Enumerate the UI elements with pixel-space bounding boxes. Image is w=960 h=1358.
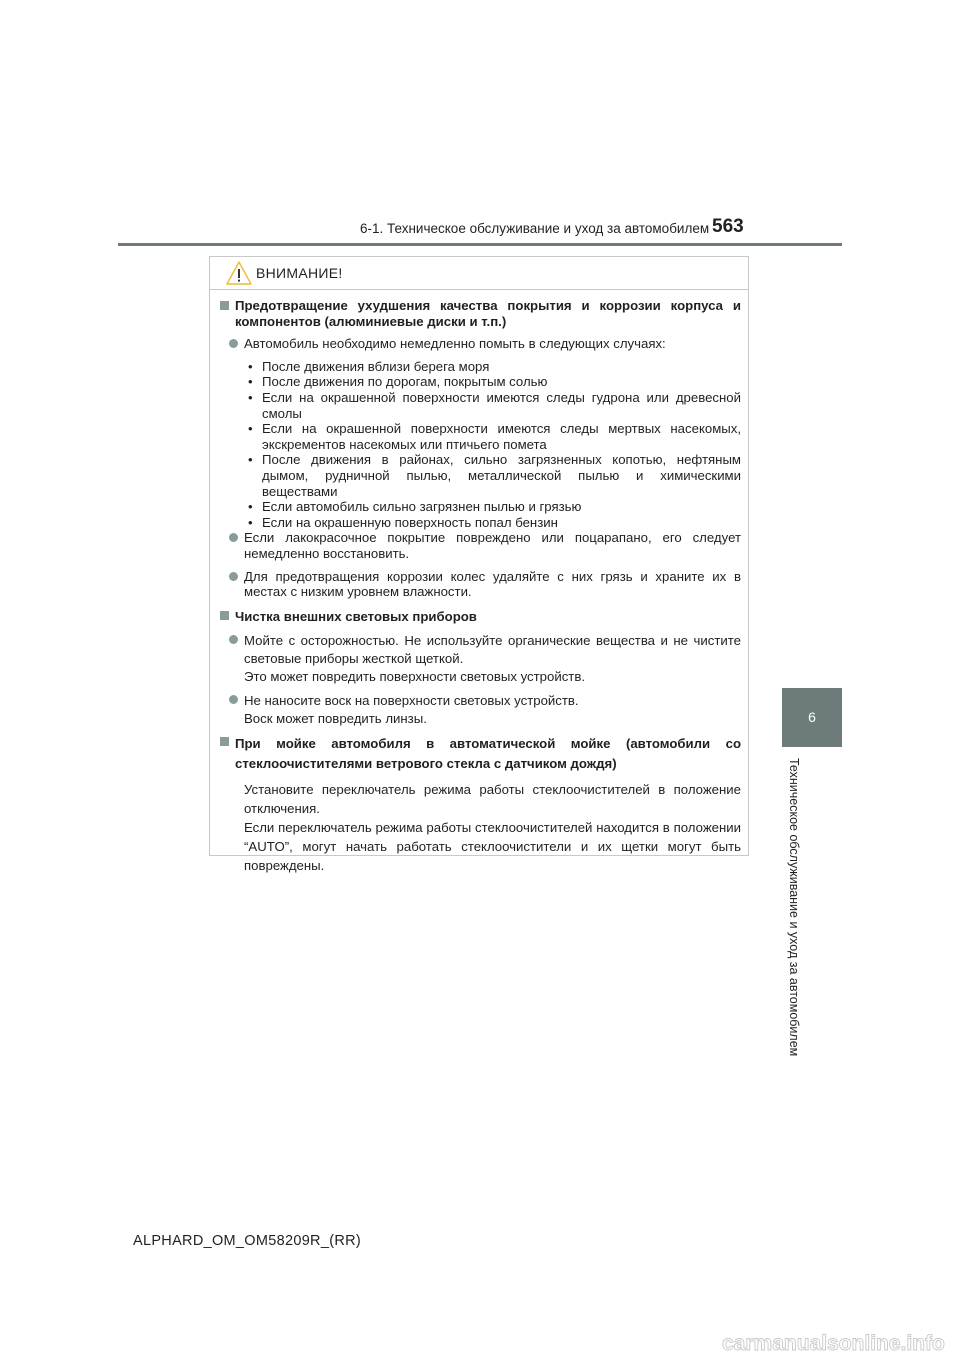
sub-list-item: • После движения по дорогам, покрытым солью (248, 374, 548, 390)
square-bullet-icon (220, 737, 229, 746)
list-item: Для предотвращения коррозии колес удаляйте с них грязь и храните их в местах с низким уровнем влажности. (217, 569, 741, 600)
circle-bullet-icon (229, 572, 238, 581)
circle-bullet-icon (229, 533, 238, 542)
list-item: Не наносите воск на поверхности световых устройств. (217, 692, 741, 710)
document-code: ALPHARD_OM_OM58209R_(RR) (133, 1233, 361, 1249)
circle-bullet-icon (229, 695, 238, 704)
bullet-icon: • (248, 374, 253, 390)
bullet-icon: • (248, 499, 253, 515)
warning-header (210, 257, 748, 290)
svg-text:carmanualsonline.info: carmanualsonline.info (722, 1332, 945, 1355)
note-text: Это может повредить поверхности световых устройств. (244, 668, 585, 684)
sub-list-item: • Если на окрашенной поверхности имеются следы мертвых насекомых, экскрементов насекомых или птичьего помета (248, 421, 741, 452)
circle-bullet-icon (229, 635, 238, 644)
watermark-logo (722, 1330, 958, 1356)
bullet-icon: • (248, 358, 253, 374)
paragraph: Установите переключатель режима работы стеклоочистителей в положение отключения. (244, 781, 741, 816)
square-bullet-icon (220, 301, 229, 310)
note-text: Воск может повредить линзы. (244, 710, 427, 726)
sub-list-item: • После движения вблизи берега моря (248, 358, 490, 374)
square-bullet-icon (220, 611, 229, 620)
chapter-number: 6 (808, 709, 816, 725)
section-heading: Предотвращение ухудшения качества покрытия и коррозии корпуса и компонентов (алюминиевые диски и т.п.) (217, 298, 741, 329)
warning-body (210, 290, 748, 875)
warning-label: ВНИМАНИЕ! (256, 265, 343, 281)
circle-bullet-icon (229, 339, 238, 348)
bullet-icon: • (248, 514, 253, 530)
warning-box (209, 256, 749, 873)
list-item: Автомобиль необходимо немедленно помыть в следующих случаях: (217, 336, 741, 352)
chapter-tab (782, 688, 842, 747)
section-title: 6-1. Техническое обслуживание и уход за автомобилем (360, 221, 710, 236)
bullet-icon: • (248, 452, 253, 468)
section-heading: Чистка внешних световых приборов (217, 608, 741, 626)
list-item: Если лакокрасочное покрытие повреждено или поцарапано, его следует немедленно восстановить. (217, 530, 741, 561)
list-item: Мойте с осторожностью. Не используйте органические вещества и не чистите световые приборы жесткой щеткой. (217, 632, 741, 668)
page-number: 563 (712, 216, 744, 237)
chapter-title-vertical: Техническое обслуживание и уход за автомобилем (787, 758, 801, 1057)
sub-list-item: • Если на окрашенную поверхность попал бензин (248, 514, 558, 530)
paragraph: Если переключатель режима работы стеклоочистителей находится в положении “AUTO”, могут начать работать стеклоочистители и их щетки могут быть повреждены. (244, 819, 741, 873)
sub-list-item: • Если автомобиль сильно загрязнен пылью и грязью (248, 499, 582, 515)
sub-list-item: • Если на окрашенной поверхности имеются следы гудрона или древесной смолы (248, 389, 741, 421)
bullet-icon: • (248, 389, 253, 405)
warning-triangle-icon (226, 261, 252, 285)
section-heading: При мойке автомобиля в автоматической мойке (автомобили со стеклоочистителями ветрового стекла с датчиком дождя) (217, 734, 741, 774)
bullet-icon: • (248, 421, 253, 437)
sub-list-item: • После движения в районах, сильно загрязненных копотью, нефтяным дымом, рудничной пылью, металлической пылью и химическими веществами (248, 452, 741, 499)
header-rule (118, 243, 842, 246)
